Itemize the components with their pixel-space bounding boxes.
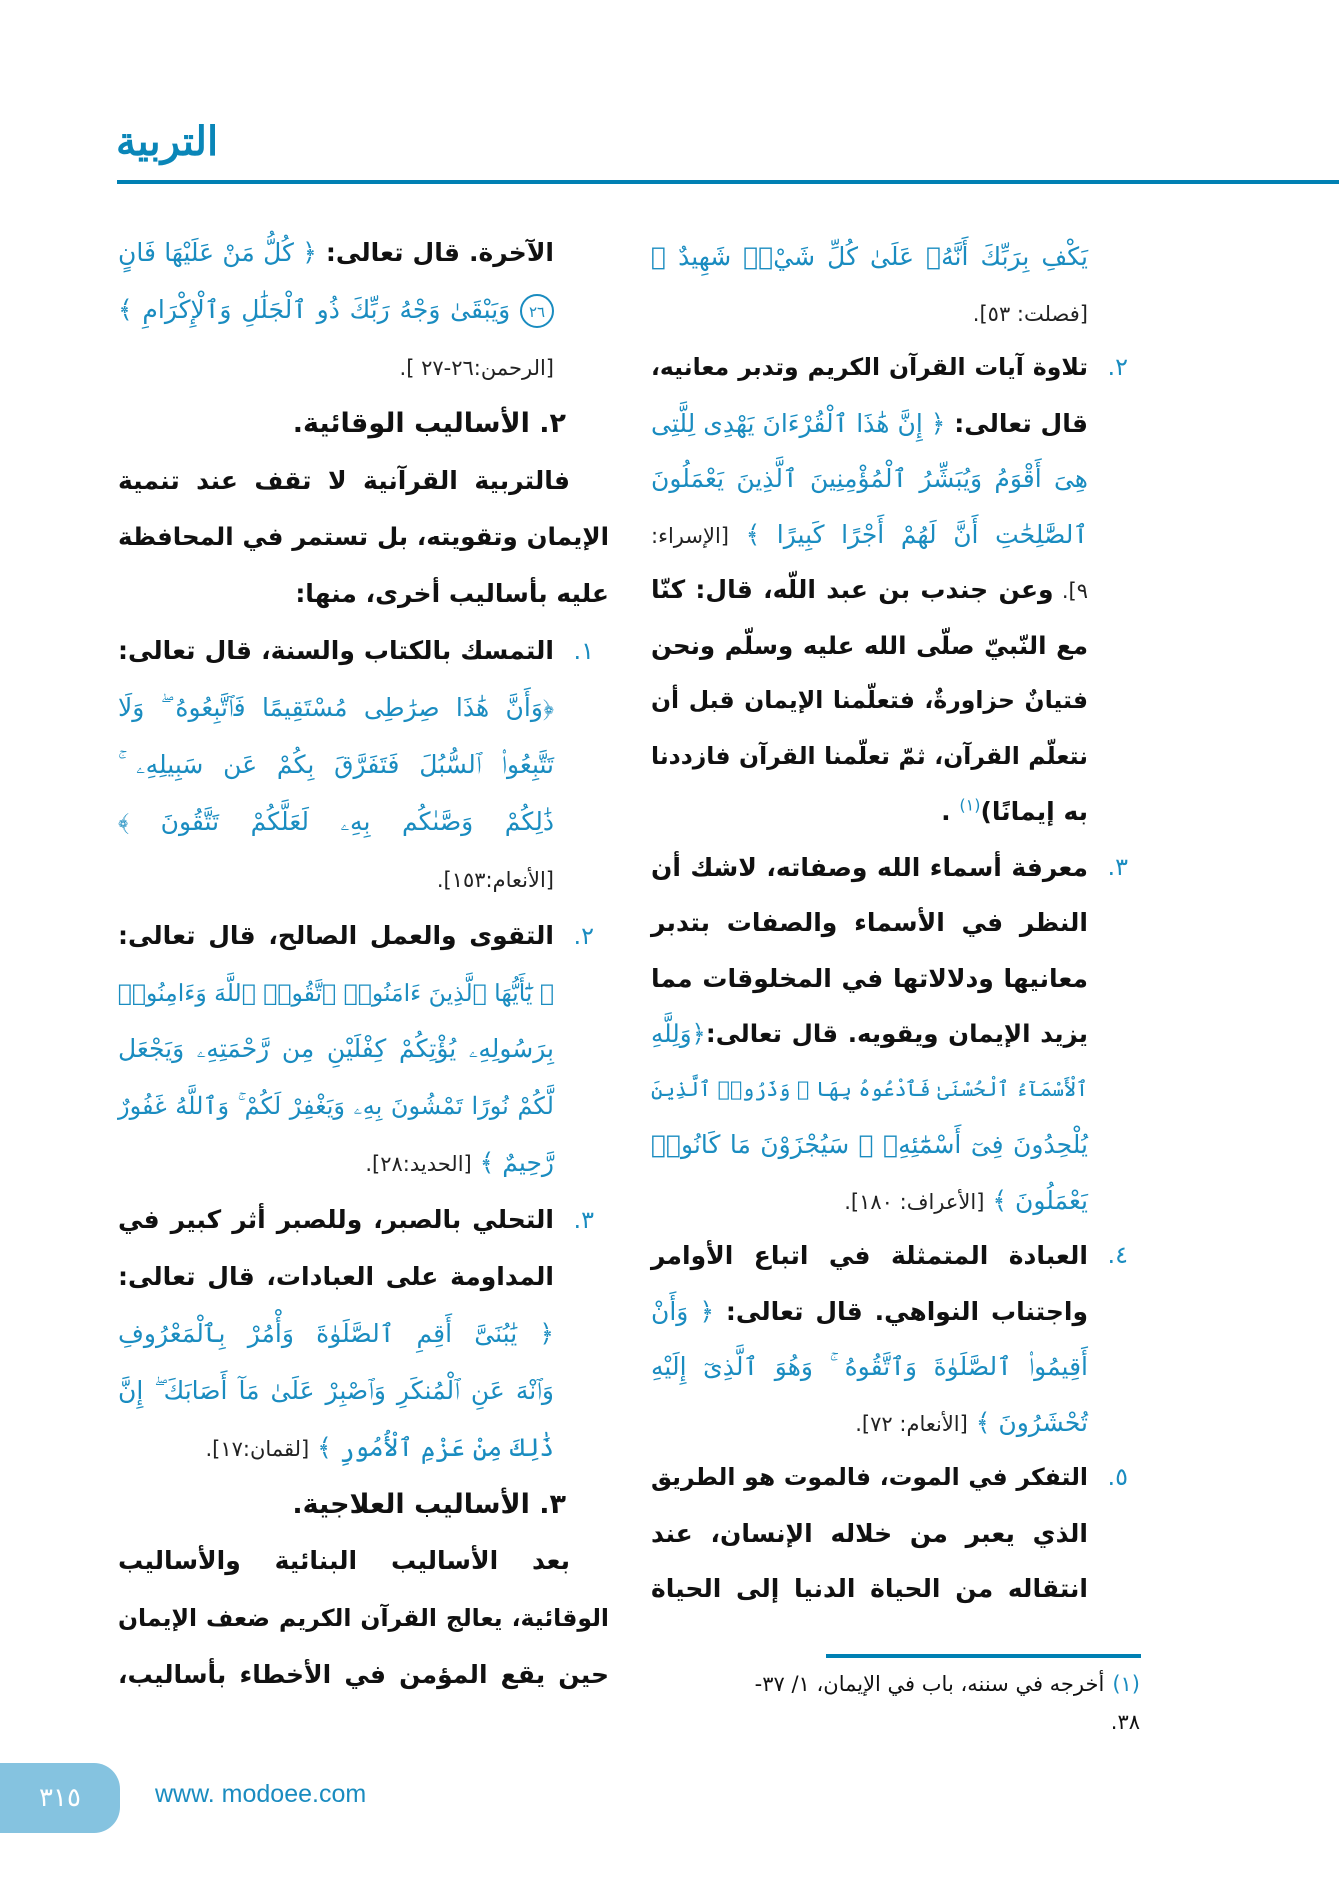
line-content xyxy=(651,340,1088,396)
body-text: واجتناب النواهي. قال تعالى: xyxy=(714,1296,1088,1326)
footnote xyxy=(640,1665,1140,1741)
website-link[interactable]: www. modoee.com xyxy=(155,1780,367,1808)
list-number: ٥. xyxy=(1107,1463,1128,1491)
line-content xyxy=(118,908,554,965)
text-line xyxy=(651,840,1128,896)
quran-verse-text: يَكْفِ بِرَبِّكَ أَنَّهُۥ عَلَىٰ كُلِّ شَيْءٖ شَهِيدٌ ﴾ xyxy=(651,242,1088,271)
line-content xyxy=(651,618,1088,674)
text-line xyxy=(651,1506,1088,1562)
quran-verse-text: ﴿ وَأَنْ xyxy=(651,1296,715,1326)
text-line xyxy=(118,851,609,908)
line-content xyxy=(118,1078,554,1135)
line-content xyxy=(118,851,554,909)
body-text: . xyxy=(941,797,960,826)
text-line xyxy=(651,285,1088,341)
text-line xyxy=(651,1117,1088,1173)
list-number: ٢. xyxy=(573,921,594,950)
text-line xyxy=(651,340,1128,396)
line-content xyxy=(118,1249,554,1306)
text-line xyxy=(651,1173,1088,1229)
quran-verse-text: تُحْشَرُونَ ﴾ xyxy=(967,1407,1088,1437)
quran-verse-text: أَقِيمُوا۟ ٱلصَّلَوٰةَ وَٱتَّقُوهُ ۚ وَهُوَ ٱلَّذِىٓ إِلَيْهِ xyxy=(651,1352,1088,1381)
line-content xyxy=(651,562,1088,620)
body-text: العبادة المتمثلة في اتباع الأوامر xyxy=(651,1241,1088,1270)
line-content xyxy=(118,1477,566,1534)
body-text: النظر في الأسماء والصفات بتدبر xyxy=(651,908,1088,937)
footnote-reference: (١) xyxy=(959,795,981,815)
line-content xyxy=(118,1420,554,1478)
verse-reference: ٩]. xyxy=(1053,579,1088,603)
line-content xyxy=(118,566,609,623)
quran-verse-text: ﴿وَلِلَّهِ xyxy=(651,1019,706,1048)
right-column xyxy=(651,229,1128,1617)
line-content xyxy=(118,1363,554,1420)
line-content xyxy=(651,1395,1088,1453)
line-content xyxy=(651,1006,1088,1062)
line-content xyxy=(118,225,554,282)
line-content xyxy=(651,729,1088,785)
line-content xyxy=(651,1339,1088,1395)
quran-verse-text: لَّكُمْ نُورًا تَمْشُونَ بِهِۦ وَيَغْفِرْ لَكُمْ ۚ وَٱللَّهُ غَفُورٌ xyxy=(118,1092,554,1121)
text-line xyxy=(651,895,1088,951)
quran-verse-text: ٱلْأَسْمَآءُ ٱلْحُسْنَىٰ فَٱدْعُوهُ بِهَا ۖ وَذَرُوا۟ ٱلَّذِينَ xyxy=(651,1076,1088,1101)
list-number: ٢. xyxy=(1107,353,1128,381)
line-content xyxy=(651,507,1088,565)
body-text: المداومة على العبادات، قال تعالى: xyxy=(118,1262,554,1292)
quran-verse-text: ذَٰلِكُمْ وَصَّىٰكُم بِهِۦ لَعَلَّكُمْ تَتَّقُونَ ﴾ xyxy=(118,806,554,836)
list-number: ٤. xyxy=(1107,1241,1128,1269)
line-content xyxy=(118,509,609,566)
text-line xyxy=(651,729,1088,785)
line-content xyxy=(118,339,554,397)
quran-verse-text: ﴿ يَٰبُنَىَّ أَقِمِ ٱلصَّلَوٰةَ وَأْمُرْ بِٱلْمَعْرُوفِ xyxy=(118,1318,554,1348)
line-content xyxy=(118,1021,554,1078)
quran-verse-text: ذَٰلِكَ مِنْ عَزْمِ ٱلْأُمُورِ ﴾ xyxy=(309,1432,554,1462)
verse-reference: [الأعراف: ١٨٠]. xyxy=(844,1189,985,1214)
text-line xyxy=(651,562,1088,618)
text-line xyxy=(651,396,1088,452)
footnote-rule xyxy=(826,1654,1141,1658)
text-line xyxy=(118,1647,609,1704)
text-line xyxy=(118,737,609,794)
body-text: عليه بأساليب أخرى، منها: xyxy=(295,579,609,609)
list-number: ١. xyxy=(573,637,594,666)
text-line xyxy=(651,1228,1128,1284)
line-content xyxy=(651,895,1088,951)
text-line xyxy=(651,1339,1088,1395)
list-number: ٣. xyxy=(1107,852,1128,881)
verse-number-ornament: ٢٦ xyxy=(520,294,554,328)
footnote-text-continued: ٣٨. xyxy=(1110,1710,1140,1734)
body-text: التمسك بالكتاب والسنة، قال تعالى: xyxy=(118,636,554,666)
line-content xyxy=(118,737,554,794)
body-text: فالتربية القرآنية لا تقف عند تنمية xyxy=(118,465,570,495)
line-content xyxy=(118,1590,609,1647)
verse-reference: [فصلت: ٥٣]. xyxy=(972,301,1088,326)
line-content xyxy=(651,673,1088,729)
quran-verse-text: هِىَ أَقْوَمُ وَيُبَشِّرُ ٱلْمُؤْمِنِينَ ٱلَّذِينَ يَعْمَلُونَ xyxy=(651,464,1088,493)
text-line xyxy=(118,1363,609,1420)
quran-verse-text: رَّحِيمٌ ﴾ xyxy=(471,1148,554,1178)
text-line xyxy=(118,1533,609,1590)
text-line xyxy=(118,623,609,680)
quran-verse-text: يُلْحِدُونَ فِىٓ أَسْمَٰٓئِهِۦ ۚ سَيُجْزَوْنَ مَا كَانُوا۟ xyxy=(651,1130,1088,1159)
body-text: به إيمانًا) xyxy=(980,797,1088,826)
text-line xyxy=(118,680,609,737)
text-line xyxy=(651,784,1088,840)
text-line xyxy=(118,794,609,851)
text-line xyxy=(651,1284,1088,1340)
body-text: التفكر في الموت، فالموت هو الطريق xyxy=(651,1463,1088,1491)
page-number-badge xyxy=(0,1763,120,1833)
text-line xyxy=(118,225,609,282)
body-text: وعن جندب بن عبد اللّه، قال: كنّا xyxy=(651,575,1054,604)
section-heading: ٣. الأساليب العلاجية. xyxy=(292,1488,566,1520)
text-line xyxy=(118,1249,609,1306)
text-line xyxy=(118,965,609,1022)
body-text: التحلي بالصبر، وللصبر أثر كبير في xyxy=(118,1205,554,1235)
body-text: الإيمان وتقويته، بل تستمر في المحافظة xyxy=(118,522,609,552)
line-content xyxy=(118,1135,554,1193)
line-content xyxy=(651,840,1088,896)
quran-verse-text: بِرَسُولِهِۦ يُؤْتِكُمْ كِفْلَيْنِ مِن رَّحْمَتِهِۦ وَيَجْعَل xyxy=(118,1034,554,1064)
verse-reference: [الرحمن:٢٦-٢٧ ]. xyxy=(399,355,554,380)
line-content xyxy=(651,1506,1088,1562)
text-line xyxy=(118,282,609,339)
text-line xyxy=(118,453,609,510)
text-line xyxy=(651,451,1088,507)
list-number: ٣. xyxy=(573,1206,594,1235)
line-content xyxy=(118,1533,570,1590)
body-text: الوقائية، يعالج القرآن الكريم ضعف الإيمان xyxy=(118,1604,609,1633)
text-line xyxy=(651,229,1088,285)
body-text: نتعلّم القرآن، ثمّ تعلّمنا القرآن فازددنا xyxy=(651,741,1088,770)
text-line xyxy=(651,507,1088,563)
body-text: معرفة أسماء الله وصفاته، لاشك أن xyxy=(651,852,1088,882)
page-number: ٣١٥ xyxy=(39,1783,81,1813)
body-text: حين يقع المؤمن في الأخطاء بأساليب، xyxy=(118,1660,609,1690)
text-line xyxy=(118,1192,609,1249)
text-line xyxy=(651,951,1088,1007)
line-content xyxy=(651,951,1088,1007)
verse-reference: [الأنعام:١٥٣]. xyxy=(436,867,554,892)
footnote-text: أخرجه في سننه، باب في الإيمان، ١/ ٣٧- xyxy=(754,1672,1105,1696)
body-text: انتقاله من الحياة الدنيا إلى الحياة xyxy=(651,1574,1088,1603)
text-line xyxy=(651,1561,1088,1617)
header-rule xyxy=(117,180,1339,184)
footnote-marker: (١) xyxy=(1112,1672,1140,1696)
line-content xyxy=(118,282,554,339)
text-line xyxy=(118,1306,609,1363)
text-line xyxy=(118,396,609,453)
quran-verse-text: وَيَبْقَىٰ وَجْهُ رَبِّكَ ذُو ٱلْجَلَٰلِ وَٱلْإِكْرَامِ ﴾ xyxy=(118,294,520,324)
line-content xyxy=(651,1561,1088,1617)
text-line xyxy=(118,1135,609,1192)
verse-reference: [لقمان:١٧]. xyxy=(205,1436,310,1461)
line-content xyxy=(651,451,1088,507)
verse-reference: [الأنعام: ٧٢]. xyxy=(855,1411,968,1436)
body-text: الذي يعبر من خلاله الإنسان، عند xyxy=(651,1518,1088,1548)
line-content xyxy=(118,794,554,851)
line-content xyxy=(651,285,1088,343)
body-text: معانيها ودلالاتها في المخلوقات مما xyxy=(651,963,1088,993)
body-text: الآخرة. قال تعالى: xyxy=(316,238,555,267)
line-content xyxy=(118,1306,554,1363)
line-content xyxy=(118,1647,609,1704)
line-content xyxy=(118,453,570,510)
line-content xyxy=(651,1284,1088,1340)
line-content xyxy=(651,1062,1088,1118)
body-text: يزيد الإيمان ويقويه. قال تعالى: xyxy=(705,1019,1088,1048)
text-line xyxy=(651,618,1088,674)
verse-reference: [الحديد:٢٨]. xyxy=(365,1152,472,1177)
quran-verse-text: ﴿ إِنَّ هَٰذَا ٱلْقُرْءَانَ يَهْدِى لِلَّتِى xyxy=(651,408,946,438)
line-content xyxy=(118,623,554,680)
body-text: التقوى والعمل الصالح، قال تعالى: xyxy=(118,920,554,950)
quran-verse-text: وَٱنْهَ عَنِ ٱلْمُنكَرِ وَٱصْبِرْ عَلَىٰ مَآ أَصَابَكَ ۖ إِنَّ xyxy=(118,1375,554,1405)
quran-verse-text: ﴿وَأَنَّ هَٰذَا صِرَٰطِى مُسْتَقِيمًا فَٱتَّبِعُوهُ ۖ وَلَا xyxy=(118,693,554,723)
line-content xyxy=(651,1173,1088,1231)
text-line xyxy=(118,1420,609,1477)
text-line xyxy=(118,1021,609,1078)
line-content xyxy=(118,396,566,453)
text-line xyxy=(118,1590,609,1647)
text-line xyxy=(118,509,609,566)
quran-verse-text: تَتَّبِعُوا۟ ٱلسُّبُلَ فَتَفَرَّقَ بِكُمْ عَن سَبِيلِهِۦ ۚ xyxy=(118,750,554,780)
line-content xyxy=(651,1117,1088,1173)
quran-verse-text: ﴿ يَٰٓأَيُّهَا ٱلَّذِينَ ءَامَنُوا۟ ٱتَّقُوا۟ ٱللَّهَ وَءَامِنُوا۟ xyxy=(117,978,554,1007)
line-content xyxy=(118,680,554,737)
text-line xyxy=(118,339,609,396)
body-text: مع النّبيّ صلّى الله عليه وسلّم ونحن xyxy=(651,630,1088,660)
line-content xyxy=(651,784,1088,840)
line-content xyxy=(651,1450,1088,1506)
text-line xyxy=(118,1078,609,1135)
text-line xyxy=(651,1395,1088,1451)
line-content xyxy=(651,396,1088,452)
body-text: تلاوة آيات القرآن الكريم وتدبر معانيه، xyxy=(651,353,1088,381)
body-text: فتيانٌ حزاورةٌ، فتعلّمنا الإيمان قبل أن xyxy=(651,686,1088,714)
text-line xyxy=(651,673,1088,729)
line-content xyxy=(118,1192,554,1249)
line-content xyxy=(651,1228,1088,1284)
line-content xyxy=(118,965,554,1022)
quran-verse-text: يَعْمَلُونَ ﴾ xyxy=(984,1185,1088,1215)
text-line xyxy=(118,908,609,965)
body-text: قال تعالى: xyxy=(945,408,1089,438)
verse-reference: [الإسراء: xyxy=(651,523,729,548)
quran-verse-text: ٱلصَّٰلِحَٰتِ أَنَّ لَهُمْ أَجْرًا كَبِيرًا ﴾ xyxy=(728,519,1088,549)
text-line xyxy=(651,1450,1128,1506)
section-heading: ٢. الأساليب الوقائية. xyxy=(292,407,566,439)
body-text: بعد الأساليب البنائية والأساليب xyxy=(118,1546,570,1576)
text-line xyxy=(651,1006,1088,1062)
text-line xyxy=(651,1062,1088,1118)
running-header-title: التربية xyxy=(116,118,219,165)
text-line xyxy=(118,566,609,623)
left-column xyxy=(118,225,609,1704)
text-line xyxy=(118,1477,609,1534)
line-content xyxy=(651,229,1088,285)
quran-verse-text: ﴿ كُلُّ مَنْ عَلَيْهَا فَانٍ xyxy=(118,238,317,267)
